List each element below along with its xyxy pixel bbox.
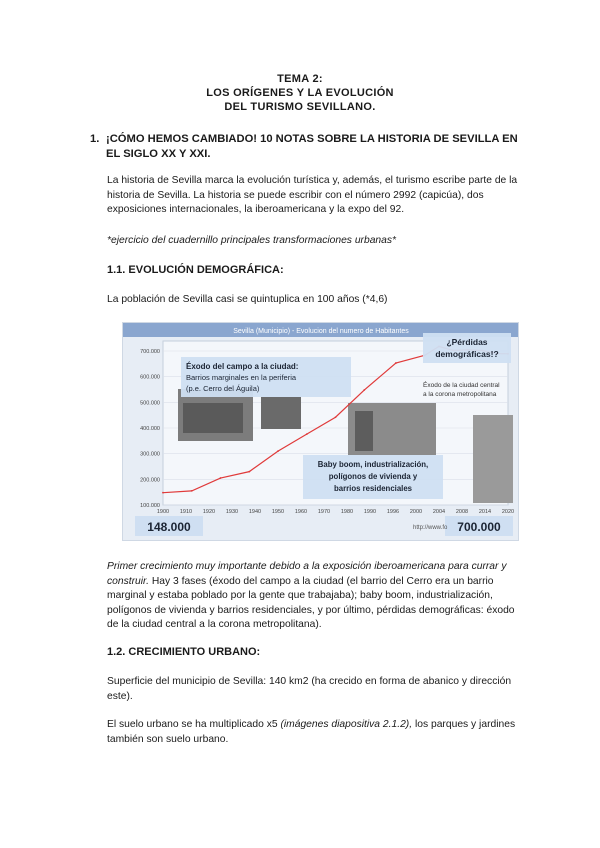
photo-metropolitan bbox=[473, 415, 513, 503]
population-data-point bbox=[162, 492, 164, 494]
section-1-paragraph: La historia de Sevilla marca la evolución turística y, además, el turismo escribe parte de la historia de Sevilla. La historia se puede escribir con el número 2992 (capicúa), dos exposiciones internacionales, la iberoamericana y la expo del 92. bbox=[107, 175, 518, 215]
phase-text: Hay 3 fases (éxodo del campo a la ciudad (el barrio del Cerro era un barrio marginal y estaba poblado por la gente que trabajaba); baby boom, industrialización, polígonos de vivienda y barrios residenciales, y por último, pérdidas demográficas: éxodo de la ciudad central a la corona metropolitana). bbox=[107, 575, 515, 630]
x-tick-label: 1900 bbox=[156, 509, 170, 515]
photo-residential-tower bbox=[355, 411, 373, 451]
section-1-heading bbox=[90, 132, 530, 161]
document-title bbox=[0, 72, 600, 114]
baby-boom-line-3: barrios residenciales bbox=[333, 484, 413, 493]
population-data-point bbox=[335, 416, 337, 418]
photo-old-buildings bbox=[261, 397, 301, 429]
population-data-point bbox=[395, 362, 397, 364]
population-data-point bbox=[277, 450, 279, 452]
exercise-note: *ejercicio del cuadernillo principales transformaciones urbanas* bbox=[107, 235, 397, 246]
population-data-point bbox=[191, 490, 193, 492]
population-data-point bbox=[248, 471, 250, 473]
urban-land-text-b: los parques y jardines también son suelo urbano. bbox=[107, 719, 516, 745]
x-tick-label: 2008 bbox=[455, 509, 469, 515]
section-1-heading-text: ¡CÓMO HEMOS CAMBIADO! 10 NOTAS SOBRE LA HISTORIA DE SEVILLA EN EL SIGLO XX Y XXI. bbox=[106, 133, 518, 160]
population-chart bbox=[122, 322, 519, 541]
baby-boom-line-2: polígonos de vivienda y bbox=[328, 472, 418, 481]
x-tick-label: 2000 bbox=[409, 509, 423, 515]
perdidas-label-line-2: demográficas!? bbox=[435, 349, 499, 359]
y-tick-label: 300.000 bbox=[140, 451, 160, 458]
y-tick-label: 500.000 bbox=[140, 400, 160, 407]
x-tick-label: 1970 bbox=[317, 509, 331, 515]
end-value-label: 700.000 bbox=[457, 520, 501, 534]
exodo-label-title: Éxodo del campo a la ciudad: bbox=[186, 362, 299, 371]
section-1-2-heading: 1.2. CRECIMIENTO URBANO: bbox=[107, 646, 261, 658]
title-line-1: TEMA 2: bbox=[277, 73, 323, 85]
y-tick-label: 100.000 bbox=[140, 503, 160, 509]
urban-land-italic: (imágenes diapositiva 2.1.2), bbox=[280, 719, 413, 730]
x-tick-label: 1930 bbox=[225, 509, 239, 515]
title-line-2: LOS ORÍGENES Y LA EVOLUCIÓN bbox=[206, 87, 394, 99]
perdidas-label-line-1: ¿Pérdidas bbox=[446, 337, 488, 347]
population-data-point bbox=[306, 433, 308, 435]
x-tick-label: 1960 bbox=[294, 509, 308, 515]
section-1-number: 1. bbox=[90, 133, 100, 145]
y-tick-label: 400.000 bbox=[140, 426, 160, 432]
y-tick-label: 600.000 bbox=[140, 374, 160, 381]
x-tick-label: 1950 bbox=[271, 509, 285, 515]
population-intro: La población de Sevilla casi se quintuplica en 100 años (*4,6) bbox=[107, 294, 388, 305]
x-tick-label: 2014 bbox=[478, 509, 492, 515]
section-1-1-heading: 1.1. EVOLUCIÓN DEMOGRÁFICA: bbox=[107, 264, 284, 276]
x-tick-label: 1940 bbox=[248, 509, 262, 515]
x-tick-label: 1980 bbox=[340, 509, 354, 515]
urban-land-paragraph bbox=[107, 718, 527, 747]
y-tick-label: 200.000 bbox=[140, 477, 160, 484]
x-tick-label: 1920 bbox=[202, 509, 216, 515]
population-data-point bbox=[363, 389, 365, 391]
corona-label-line-1: Éxodo de la ciudad central bbox=[423, 382, 500, 389]
x-tick-label: 1996 bbox=[386, 509, 400, 515]
x-tick-label: 2004 bbox=[432, 509, 446, 515]
population-data-point bbox=[220, 477, 222, 479]
urban-land-text-a: El suelo urbano se ha multiplicado x5 bbox=[107, 719, 281, 730]
x-tick-label: 1990 bbox=[363, 509, 377, 515]
phase-italic-text: Primer crecimiento muy importante debido a la exposición iberoamericana para currar y construir. bbox=[107, 561, 507, 587]
title-line-3: DEL TURISMO SEVILLANO. bbox=[224, 101, 376, 113]
x-tick-label: 2020 bbox=[501, 509, 515, 515]
baby-boom-line-1: Baby boom, industrialización, bbox=[317, 460, 429, 469]
exodo-label-line-1: Barrios marginales en la periferia bbox=[186, 373, 297, 382]
exodo-label-line-2: (p.e. Cerro del Águila) bbox=[186, 384, 260, 393]
corona-label-line-2: a la corona metropolitana bbox=[423, 391, 497, 398]
start-value-label: 148.000 bbox=[147, 520, 191, 534]
chart-title: Sevilla (Municipio) - Evolucion del numero de Habitantes bbox=[233, 328, 409, 335]
y-tick-label: 700.000 bbox=[140, 349, 160, 355]
x-tick-label: 1910 bbox=[179, 509, 193, 515]
section-1-1-paragraph bbox=[107, 560, 527, 633]
population-chart-svg bbox=[123, 323, 518, 540]
surface-paragraph: Superficie del municipio de Sevilla: 140 km2 (ha crecido en forma de abanico y dirección este). bbox=[107, 676, 512, 702]
photo-barrio-cerro-detail bbox=[183, 403, 243, 433]
source-url: http://www.fo bbox=[413, 525, 448, 531]
